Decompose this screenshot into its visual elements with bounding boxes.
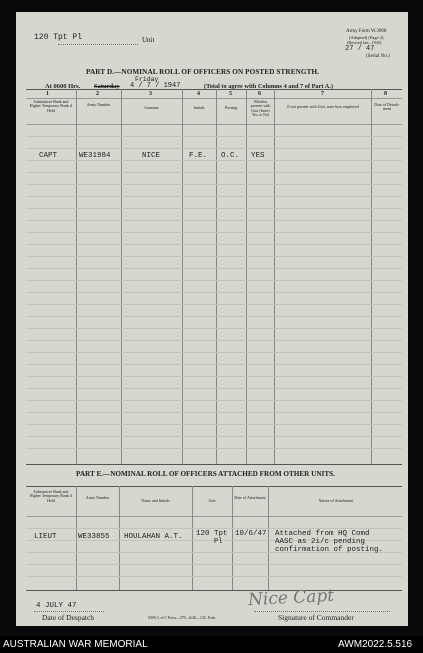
- cell-posting: O.C.: [221, 152, 240, 160]
- col-header-surname: Surname: [144, 105, 159, 110]
- e-cell-army-number: WE33855: [78, 533, 110, 541]
- cell-rank: CAPT: [39, 152, 58, 160]
- date-day-struck: Saturday: [94, 83, 120, 90]
- despatch-date: 4 JULY 47: [36, 602, 77, 610]
- archive-footer: [0, 636, 423, 653]
- e-col-header-army-number: Army Number: [85, 495, 110, 500]
- archive-institution: AUSTRALIAN WAR MEMORIAL: [3, 639, 148, 650]
- archive-accession: AWM2022.5.516: [338, 639, 413, 650]
- cell-surname: NICE: [142, 152, 161, 160]
- cell-initials: F.E.: [189, 152, 208, 160]
- e-cell-nature: Attached from HQ Comd: [275, 530, 370, 538]
- e-col-header-rank: Substantive Rank and Higher Temporary Rank if Held: [29, 489, 73, 503]
- col-header-posting: Posting: [224, 105, 237, 110]
- date-line-prefix: At 0600 Hrs.: [45, 83, 81, 90]
- col-header-rank: Substantive Rank and Higher Temporary Rank if Held: [29, 99, 73, 113]
- form-page: [16, 12, 408, 626]
- signature-rule: [254, 611, 390, 612]
- part-e-title: PART E.—NOMINAL ROLL OF OFFICERS ATTACHED FROM OTHER UNITS.: [76, 470, 335, 478]
- col-header-employment: If not present with Unit, state how employed: [287, 104, 359, 109]
- col-number: 8: [384, 91, 387, 97]
- form-number: Army Form W.3008: [346, 29, 387, 34]
- e-cell-attach-date: 10/6/47: [235, 530, 267, 538]
- col-number: 6: [258, 91, 261, 97]
- e-cell-nature-line3: confirmation of posting.: [275, 546, 384, 554]
- form-adapted: (Adapted) (Page 2): [349, 35, 384, 40]
- e-cell-unit: 120 Tpt: [196, 530, 228, 538]
- form-revised: (Revised Jan., 1943): [347, 40, 382, 45]
- despatch-rule: [34, 611, 104, 612]
- col-header-army-number: Army Number: [86, 102, 111, 107]
- cell-present: YES: [251, 152, 265, 160]
- col-header-initials: Initials: [193, 105, 205, 110]
- e-cell-rank: LIEUT: [34, 533, 57, 541]
- serial-value: 27 / 47: [345, 45, 375, 53]
- col-number: 5: [229, 91, 232, 97]
- e-col-header-attach-date: Date of Attachment: [234, 495, 266, 500]
- signature-label: Signature of Commander: [278, 613, 354, 622]
- col-number: 7: [321, 91, 324, 97]
- unit-value: 120 Tpt Pl: [34, 33, 83, 42]
- unit-rule: [58, 44, 138, 45]
- date-line-suffix: (Total to agree with Columns 4 and 7 of Part A.): [204, 83, 333, 90]
- col-number: 1: [46, 91, 49, 97]
- e-col-header-nature: Nature of Attachment: [318, 498, 354, 503]
- e-cell-nature-line2: AASC as 2i/c pending: [275, 538, 366, 546]
- day-handwritten: Friday: [135, 76, 159, 83]
- col-number: 3: [149, 91, 152, 97]
- e-cell-unit-line2: Pl: [214, 538, 223, 546]
- col-number: 4: [197, 91, 200, 97]
- date-value: 4 / 7 / 1947: [130, 82, 181, 90]
- col-header-present: Whether present with Unit (Insert Yes or No): [250, 99, 271, 118]
- cell-army-number: WE31984: [79, 152, 111, 160]
- unit-label: Unit: [142, 36, 155, 44]
- col-header-detachment: Date of Detach-ment: [374, 102, 400, 112]
- e-col-header-name: Name and Initials: [141, 498, 170, 503]
- serial-label: (Serial No.): [366, 54, 390, 59]
- commander-signature: Nice Capt: [247, 585, 335, 611]
- e-cell-name: HOULAHAN A.T.: [124, 533, 183, 541]
- col-number: 2: [96, 91, 99, 97]
- e-col-header-unit: Unit: [208, 498, 216, 503]
- part-d-title: PART D.—NOMINAL ROLL OF OFFICERS ON POSTED STRENGTH.: [86, 68, 320, 76]
- despatch-label: Date of Despatch: [42, 613, 95, 622]
- printer-imprint: NSW L of C Press—379—6/46—13C. Pads: [148, 616, 216, 620]
